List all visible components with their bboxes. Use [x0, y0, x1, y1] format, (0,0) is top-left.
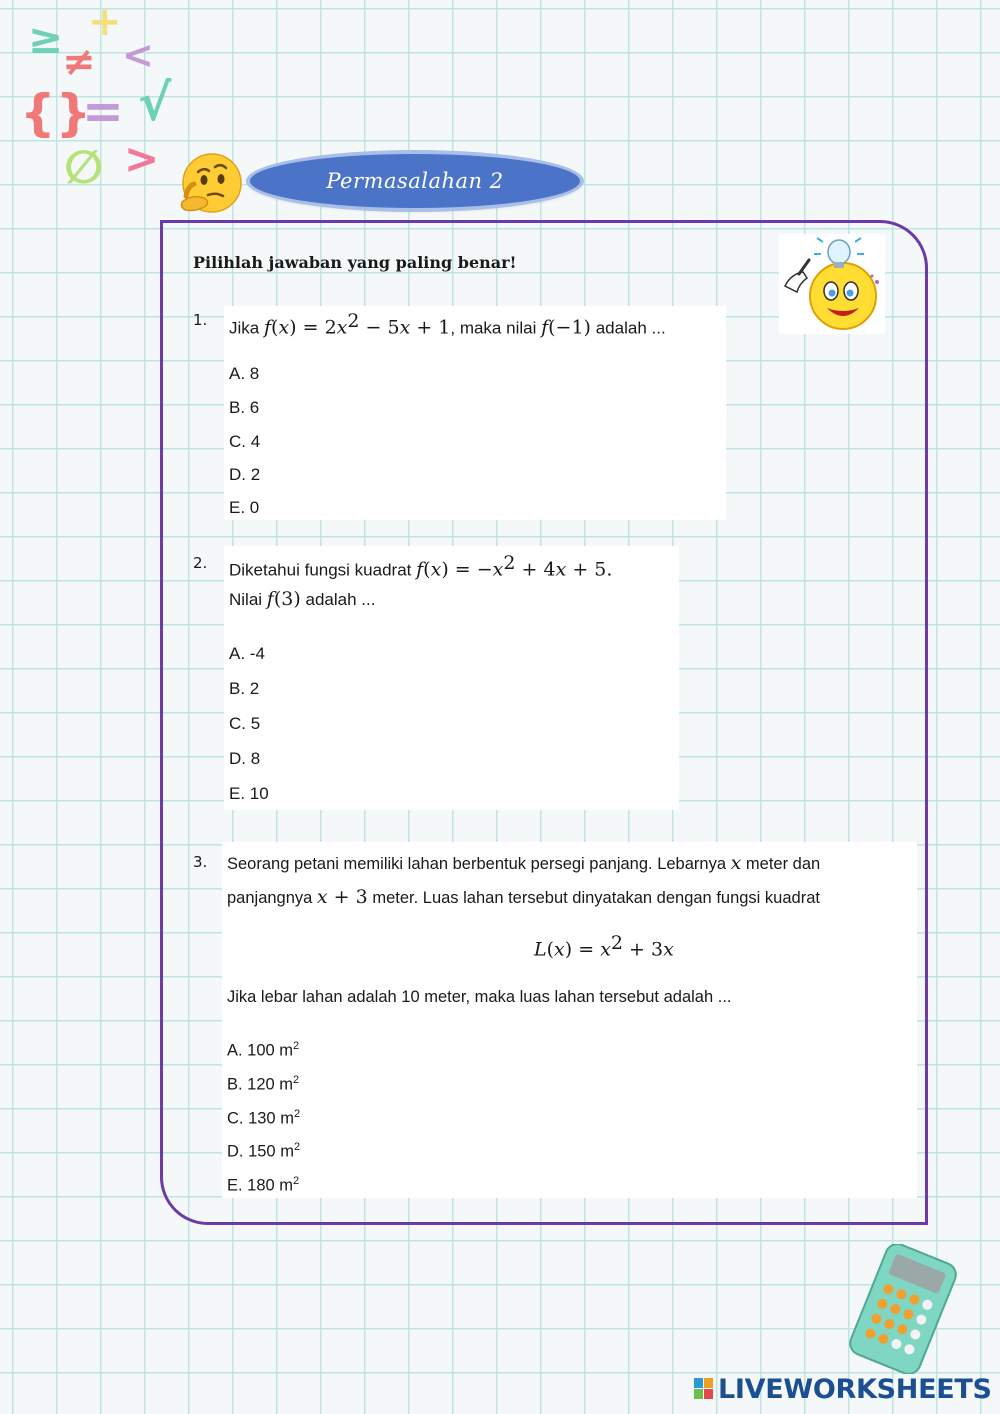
question-text: Jika: [229, 318, 260, 338]
braces-symbol: {}: [20, 84, 92, 142]
answer-option[interactable]: C. 4: [229, 432, 261, 451]
calculator-icon: [838, 1244, 968, 1374]
answer-option[interactable]: D. 8: [229, 749, 261, 768]
lightbulb-smiley-icon: [779, 234, 885, 334]
answer-option[interactable]: C. 5: [229, 714, 261, 733]
question-2-box: Diketahui fungsi kuadrat $f(x) = -x^2 + 4x + 5$. Nilai f(3) adalah ... A. -4 B. 2 C. 5 D. 8 E. 10: [224, 546, 679, 810]
brand-name: LIVEWORKSHEETS: [718, 1374, 992, 1405]
equals-symbol: =: [82, 82, 124, 140]
liveworksheets-logo-icon: [694, 1378, 714, 1400]
less-than-symbol: <: [122, 33, 154, 77]
math-expression: f: [263, 316, 272, 339]
answer-option[interactable]: A. -4: [229, 644, 265, 663]
question-text: , maka nilai: [450, 318, 537, 338]
question-text: Jika lebar lahan adalah 10 meter, maka luas lahan tersebut adalah ...: [227, 988, 732, 1006]
answer-option[interactable]: D. 150 $m^2$: [227, 1141, 301, 1161]
answer-option[interactable]: B. 6: [229, 398, 260, 417]
math-expression: f: [541, 316, 549, 339]
question-text: Seorang petani memiliki lahan berbentuk persegi panjang. Lebarnya: [227, 855, 726, 873]
question-text: meter. Luas lahan tersebut dinyatakan dengan fungsi kuadrat: [372, 889, 820, 907]
math-formula: $L(x) = x^2 + 3x$: [534, 932, 674, 961]
answer-option[interactable]: E. 10: [229, 784, 269, 803]
empty-set-symbol: ∅: [64, 140, 104, 194]
question-number: 1.: [193, 311, 208, 329]
question-text: adalah ...: [305, 590, 376, 609]
sqrt-symbol: √: [138, 74, 172, 132]
plus-symbol: +: [88, 0, 122, 45]
instruction-text: Pilihlah jawaban yang paling benar!: [193, 253, 517, 272]
question-number: 3.: [193, 853, 208, 871]
math-expression: x: [730, 852, 742, 874]
question-text: panjangnya: [227, 889, 313, 907]
answer-option[interactable]: B. 2: [229, 679, 260, 698]
answer-option[interactable]: A. 100 $m^2$: [227, 1040, 300, 1060]
answer-option[interactable]: D. 2: [229, 465, 261, 484]
question-text: Nilai: [229, 590, 263, 609]
question-number: 2.: [193, 554, 208, 572]
question-text: adalah ...: [595, 318, 666, 338]
greater-than-symbol: >: [124, 134, 160, 183]
answer-option[interactable]: E. 180 $m^2$: [227, 1175, 300, 1195]
greater-equal-symbol: ≥: [28, 14, 64, 63]
question-1-box: Jika $f(x) = 2x^2 - 5x + 1$, maka nilai f(−1) adalah ... A. 8 B. 6 C. 4 D. 2 E. 0: [224, 306, 726, 520]
math-expression: f: [266, 588, 274, 610]
question-text: meter dan: [745, 855, 821, 873]
question-3-box: Seorang petani memiliki lahan berbentuk persegi panjang. Lebarnya x meter dan panjangnya x + 3 meter. Luas lahan tersebut dinyatakan dengan fungsi kuadrat $L(x) = x^2 + 3x$ Jika lebar lahan adalah 10 meter, maka luas lahan tersebut adalah ... A. 100 $m^2$ B. 120 $m^2$ C. 130 $m^2$ D. 150 $m^2$ E. 180 $m^2$: [222, 842, 917, 1198]
math-expression: f: [416, 558, 424, 581]
answer-option[interactable]: A. 8: [229, 364, 260, 383]
question-text: Diketahui fungsi kuadrat: [229, 560, 412, 580]
math-expression: x: [316, 886, 328, 908]
answer-option[interactable]: B. 120 $m^2$: [227, 1074, 300, 1094]
not-equal-symbol: ≠: [62, 39, 96, 85]
answer-option[interactable]: C. 130 $m^2$: [227, 1108, 301, 1128]
section-title: Permasalahan 2: [250, 154, 580, 208]
answer-option[interactable]: E. 0: [229, 498, 260, 517]
thinking-face-icon: [174, 152, 244, 218]
